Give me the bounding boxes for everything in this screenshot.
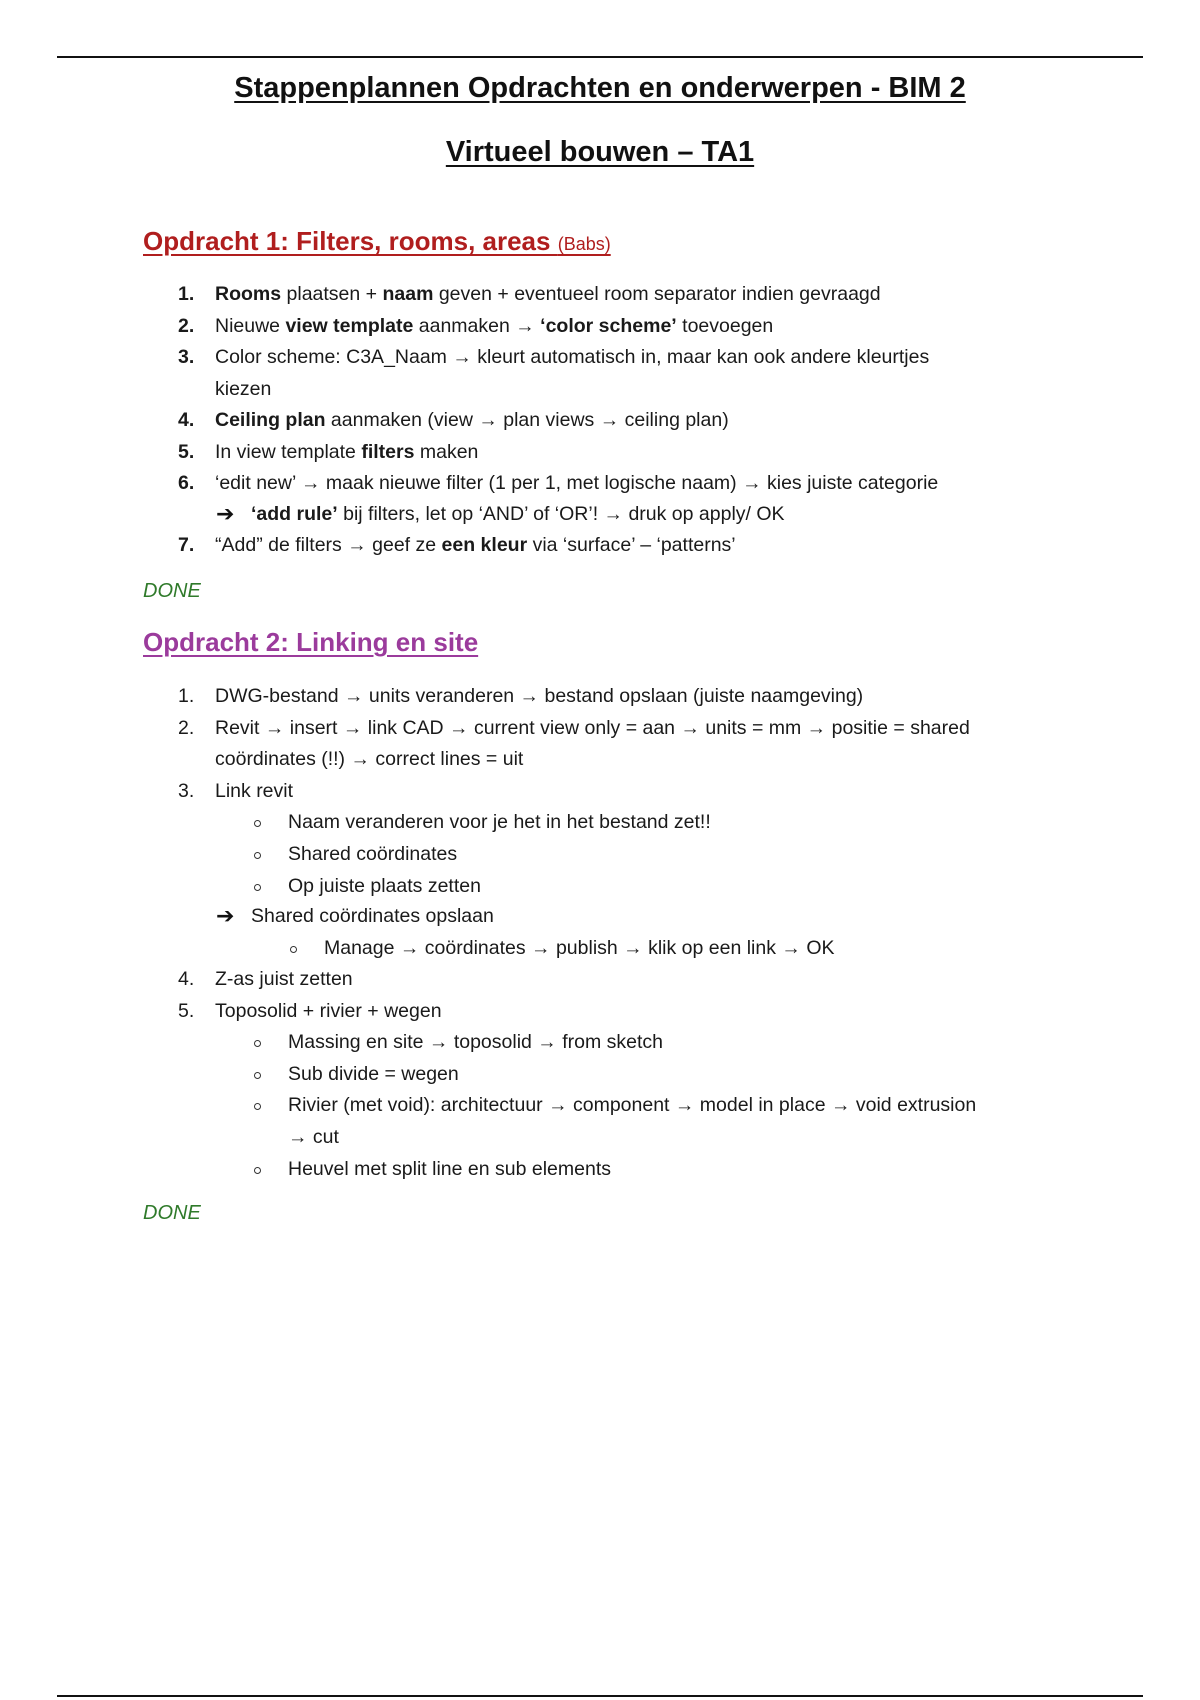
opdracht1-item-2: Nieuwe view template aanmaken → ‘color scheme’ toevoegen	[215, 315, 774, 337]
opdracht1-num-3: 3.	[178, 346, 195, 368]
opdracht1-done: DONE	[143, 580, 201, 602]
bullet-icon	[254, 1103, 261, 1110]
opdracht2-heading: Opdracht 2: Linking en site	[143, 627, 479, 657]
opdracht2-item-5-sub-1: Massing en site → toposolid → from sketch	[288, 1031, 663, 1053]
opdracht1-item-6: ‘edit new’ → maak nieuwe filter (1 per 1, met logische naam) → kies juiste categorie	[215, 472, 939, 494]
bullet-icon	[254, 852, 261, 859]
opdracht2-item-3-sub-3: Op juiste plaats zetten	[288, 875, 481, 897]
opdracht2-item-5-sub-4: Heuvel met split line en sub elements	[288, 1158, 611, 1180]
opdracht1-num-1: 1.	[178, 283, 195, 305]
opdracht1-item-7: “Add” de filters → geef ze een kleur via ‘surface’ – ‘patterns’	[215, 534, 736, 556]
opdracht1-item-6-arrow-icon: ➔	[216, 501, 235, 526]
document-title: Stappenplannen Opdrachten en onderwerpen - BIM 2	[234, 72, 966, 104]
opdracht2-item-2: Revit → insert → link CAD → current view only = aan → units = mm → positie = shared	[215, 717, 970, 739]
opdracht2-item-2-cont: coördinates (!!) → correct lines = uit	[215, 748, 524, 770]
opdracht2-item-5-sub-3-cont: → cut	[288, 1126, 339, 1148]
bullet-icon	[254, 1072, 261, 1079]
opdracht2-item-3-arrow-icon: ➔	[216, 903, 235, 928]
opdracht2-item-3-sub-2: Shared coördinates	[288, 843, 458, 865]
opdracht1-item-6-cont: ‘add rule’ bij filters, let op ‘AND’ of ‘OR’! → druk op apply/ OK	[251, 503, 785, 525]
document-subtitle: Virtueel bouwen – TA1	[445, 136, 755, 168]
opdracht2-item-5-sub-3: Rivier (met void): architectuur → component → model in place → void extrusion	[288, 1094, 977, 1116]
opdracht2-num-1: 1.	[178, 685, 195, 707]
opdracht2-item-3-sub-1: Naam veranderen voor je het in het bestand zet!!	[288, 811, 711, 833]
opdracht2-done: DONE	[143, 1202, 201, 1224]
opdracht2-item-3-arrow-text: Shared coördinates opslaan	[251, 905, 494, 927]
opdracht2-item-5: Toposolid + rivier + wegen	[215, 1000, 442, 1022]
opdracht1-num-4: 4.	[178, 409, 195, 431]
bullet-icon	[254, 820, 261, 827]
opdracht2-item-5-sub-2: Sub divide = wegen	[288, 1063, 459, 1085]
opdracht1-item-5: In view template filters maken	[215, 441, 479, 463]
opdracht1-item-3-cont: kiezen	[215, 378, 272, 400]
opdracht1-num-5: 5.	[178, 441, 195, 463]
bullet-icon	[254, 1040, 261, 1047]
bottom-rule	[57, 1695, 1143, 1697]
opdracht1-author: (Babs)	[557, 234, 611, 254]
opdracht1-item-1: Rooms plaatsen + naam geven + eventueel room separator indien gevraagd	[215, 283, 881, 305]
opdracht1-heading: Opdracht 1: Filters, rooms, areas (Babs)	[143, 226, 611, 256]
opdracht1-num-6: 6.	[178, 472, 195, 494]
opdracht1-num-2: 2.	[178, 315, 195, 337]
opdracht2-num-5: 5.	[178, 1000, 195, 1022]
opdracht2-item-4: Z-as juist zetten	[215, 968, 353, 990]
opdracht2-item-1: DWG-bestand → units veranderen → bestand opslaan (juiste naamgeving)	[215, 685, 864, 707]
bullet-icon	[254, 1167, 261, 1174]
opdracht2-num-4: 4.	[178, 968, 195, 990]
opdracht2-num-3: 3.	[178, 780, 195, 802]
opdracht1-num-7: 7.	[178, 534, 195, 556]
opdracht2-item-3: Link revit	[215, 780, 294, 802]
opdracht2-item-3-subsub: Manage → coördinates → publish → klik op een link → OK	[324, 937, 835, 959]
top-rule	[57, 56, 1143, 58]
bullet-icon	[254, 884, 261, 891]
bullet-icon	[290, 946, 297, 953]
opdracht1-item-3: Color scheme: C3A_Naam → kleurt automatisch in, maar kan ook andere kleurtjes	[215, 346, 930, 368]
opdracht2-num-2: 2.	[178, 717, 195, 739]
opdracht1-item-4: Ceiling plan aanmaken (view → plan views → ceiling plan)	[215, 409, 729, 431]
